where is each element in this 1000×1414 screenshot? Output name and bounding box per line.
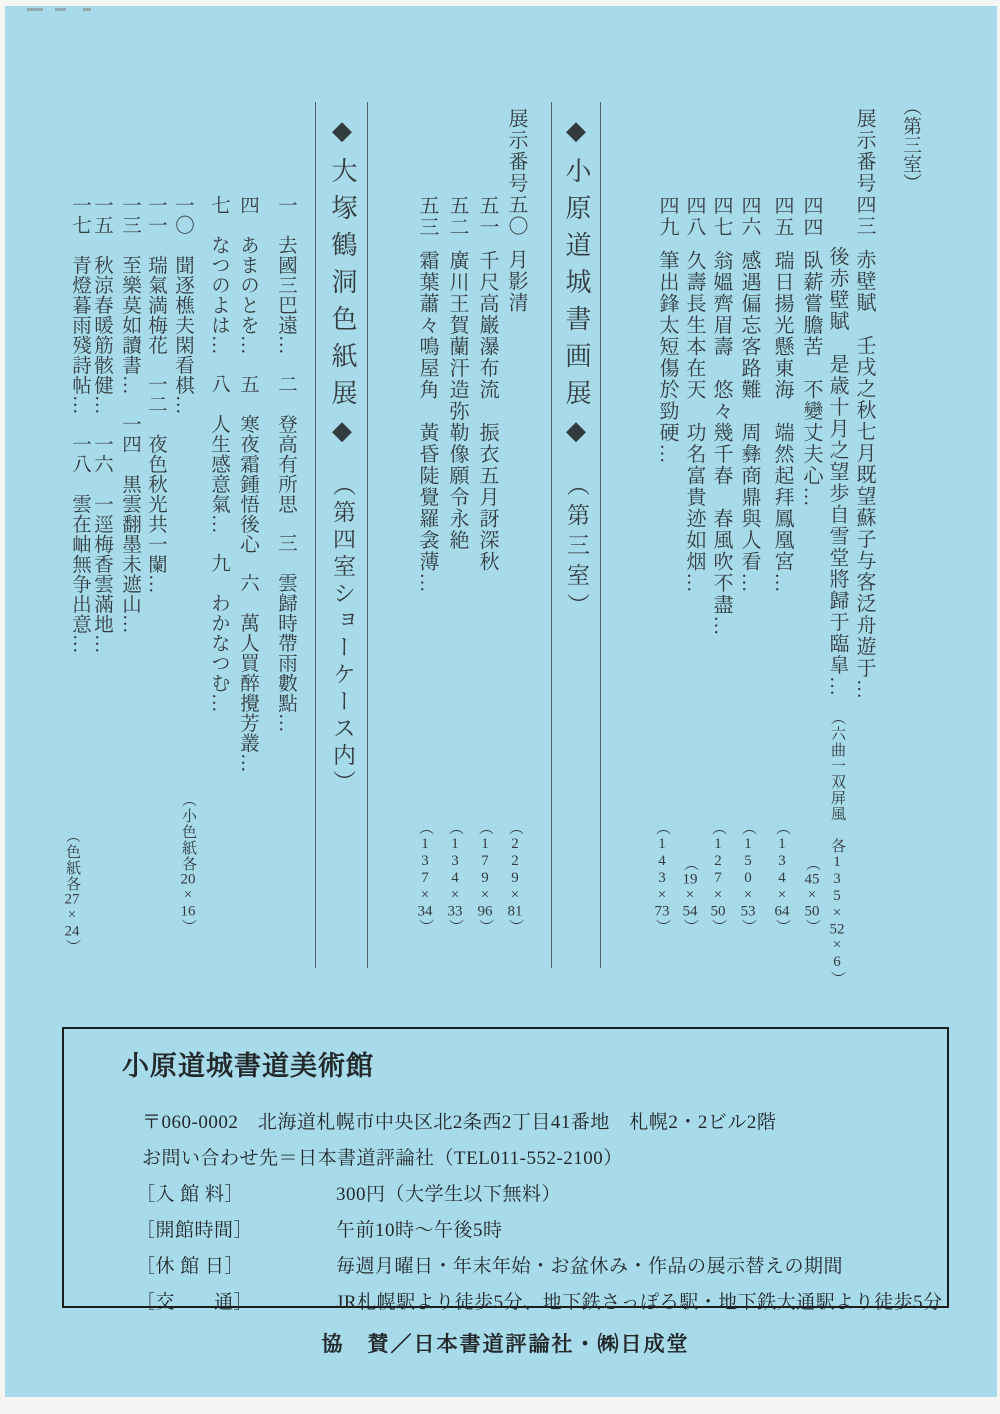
list-item: 八 人生感意氣… <box>208 374 229 534</box>
section-divider-line <box>600 102 601 968</box>
shikishi-column <box>169 195 195 415</box>
exhibit-number: 四九 <box>656 195 678 238</box>
sponsor-line: 協 賛／日本書道評論社・㈱日成堂 <box>321 1333 690 1356</box>
list-item: 二 登高有所思 <box>275 374 296 514</box>
museum-contact: お問い合わせ先＝日本書道評論社（TEL011-552-2100） <box>142 1148 623 1169</box>
size-annotation: （127×50） <box>710 820 726 935</box>
shogaten-item-column-51 <box>474 195 500 573</box>
info-value: 午前10時～午後5時 <box>336 1220 503 1241</box>
work-title: 廣川王賀蘭汗造弥勒像願令永絶 <box>446 250 468 551</box>
scan-artifact <box>55 8 66 11</box>
list-item: 一五 秋涼春暖筋骸健… <box>91 195 112 415</box>
kanshi-item-column-46 <box>736 195 762 594</box>
exhibit-number: 五三 <box>416 195 438 238</box>
list-item: 七 なつのよは… <box>208 195 229 355</box>
work-title: 筆出鋒太短傷於勁硬… <box>656 250 678 465</box>
exhibit-number: 五一 <box>476 195 498 238</box>
size-annotation: （134×64） <box>774 820 790 935</box>
work-title: 後赤壁賦 是歳十月之望歩自雪堂將歸于臨皐… <box>826 246 848 698</box>
section-divider-line <box>367 102 368 968</box>
size-annotation: （134×33） <box>447 820 463 935</box>
size-annotation: （179×96） <box>477 820 493 935</box>
work-title: 臥薪嘗膽苦 不變丈夫心… <box>800 250 822 508</box>
info-label: ［交 通］ <box>136 1292 254 1313</box>
shikishi-column <box>205 195 231 713</box>
kanshi-item-column-45 <box>769 195 795 594</box>
work-title: 赤壁賦 壬戌之秋七月既望蘇子与客泛舟遊于… <box>853 249 875 701</box>
kanshi-item-column-48 <box>681 195 707 594</box>
info-value: 300円（大学生以下無料） <box>336 1184 562 1205</box>
list-item: 一六 一逕梅香雲滿地… <box>91 434 112 654</box>
exhibit-number: 五二 <box>446 195 468 238</box>
size-annotation: （229×81） <box>507 820 523 935</box>
scan-artifact <box>83 8 91 11</box>
museum-name: 小原道城書道美術館 <box>122 1051 374 1081</box>
shogaten-item-column-53 <box>414 195 440 594</box>
section-divider-line <box>551 102 552 968</box>
kanshi-item-column-47 <box>708 195 734 637</box>
list-item: 一三 至樂莫如讀書… <box>119 195 140 395</box>
list-item: 四 あまのとを… <box>237 195 258 355</box>
scan-artifact <box>27 8 43 11</box>
exhibit-number: 四四 <box>800 195 822 238</box>
section-title: ◆大塚鶴洞色紙展◆ <box>328 116 357 457</box>
kanshi-intro-column-43 <box>851 108 877 701</box>
size-annotation: （小色紙各20×16） <box>180 792 196 935</box>
kanshi-room-label: （第三室） <box>900 97 921 192</box>
kanshi-item-column-49 <box>654 195 680 465</box>
exhibit-number: 四七 <box>710 195 732 238</box>
info-row-hours <box>136 1215 947 1242</box>
room-note: （第三室） <box>564 473 589 623</box>
work-title: 千尺高巌瀑布流 振衣五月訝深秋 <box>476 250 498 573</box>
shikishi-heading <box>327 116 357 797</box>
work-title: 瑞日揚光懸東海 端然起拜鳳凰宮… <box>771 250 793 594</box>
section-divider-line <box>315 102 316 968</box>
work-title: 感遇偏忘客路難 周彝商鼎與人看… <box>738 250 760 594</box>
list-item: 一〇 聞逐樵夫閑看棋… <box>172 195 193 415</box>
shikishi-column <box>272 195 298 733</box>
size-annotation: （45×50） <box>804 856 820 935</box>
info-label: ［入 館 料］ <box>136 1184 245 1205</box>
flyer-page <box>5 6 997 1397</box>
size-annotation: （19×54） <box>682 856 698 935</box>
work-title: 久壽長生本在天 功名富貴迹如烟… <box>683 250 705 594</box>
section-title: ◆小原道城書画展◆ <box>562 116 591 457</box>
exhibit-number: 展示番号四三 <box>853 108 875 237</box>
size-annotation: （137×34） <box>417 820 433 935</box>
exhibit-number: 展示番号五〇 <box>505 108 527 237</box>
shikishi-column <box>66 195 92 654</box>
list-item: 一八 雲在岫無争出意… <box>69 434 90 654</box>
list-item: 六 萬人買醉攪芳叢… <box>237 573 258 773</box>
kanshi-item-column-44 <box>798 195 824 508</box>
info-value: JR札幌駅より徒歩5分、地下鉄さっぽろ駅・地下鉄大通駅より徒歩5分 <box>336 1292 943 1313</box>
info-row-access <box>136 1287 947 1314</box>
room-note: （第四室ショーケース内） <box>330 473 355 797</box>
info-row-admission <box>136 1179 947 1206</box>
exhibit-number: 四六 <box>738 195 760 238</box>
list-item: 一七 青燈暮雨殘詩帖… <box>69 195 90 415</box>
work-title: 翁媼齊眉壽 悠々幾千春 春風吹不盡… <box>710 250 732 637</box>
info-value: 毎週月曜日・年末年始・お盆休み・作品の展示替えの期間 <box>336 1256 844 1277</box>
museum-address: 〒060-0002 北海道札幌市中央区北2条西2丁目41番地 札幌2・2ビル2階 <box>142 1112 777 1133</box>
shogaten-item-column-50 <box>503 108 529 314</box>
list-item: 三 雲歸時帶雨數點… <box>275 533 296 733</box>
work-title: 月影清 <box>505 249 527 314</box>
size-annotation: （六曲一双屏風 各135×52×6） <box>829 709 845 987</box>
size-annotation: （色紙各27×24） <box>64 828 80 955</box>
info-row-closed <box>136 1251 947 1278</box>
work-title: 霜葉蕭々鳴屋角 黃昏陡覺羅衾薄… <box>416 250 438 594</box>
shogaten-item-column-52 <box>444 195 470 551</box>
kanshi-intro-column-43b <box>824 246 850 987</box>
shogaten-heading <box>561 116 591 623</box>
list-item: 五 寒夜霜鍾悟後心 <box>237 374 258 554</box>
shikishi-column <box>116 195 142 634</box>
museum-info-box <box>62 1027 949 1356</box>
list-item: 一 去國三巴遠… <box>275 195 296 355</box>
info-label: ［休 館 日］ <box>136 1256 245 1277</box>
exhibit-number: 四八 <box>683 195 705 238</box>
list-item: 一二 夜色秋光共一闌… <box>145 374 166 594</box>
exhibit-number: 四五 <box>771 195 793 238</box>
list-item: 一四 黒雲翻墨未遮山… <box>119 414 140 634</box>
shikishi-column <box>142 195 168 594</box>
size-annotation: （143×73） <box>654 820 670 935</box>
list-item: 九 わかなつむ… <box>208 553 229 713</box>
size-annotation: （150×53） <box>740 820 756 935</box>
shikishi-column <box>234 195 260 773</box>
info-label: ［開館時間］ <box>136 1220 254 1241</box>
list-item: 一一 瑞氣満梅花 <box>145 195 166 355</box>
